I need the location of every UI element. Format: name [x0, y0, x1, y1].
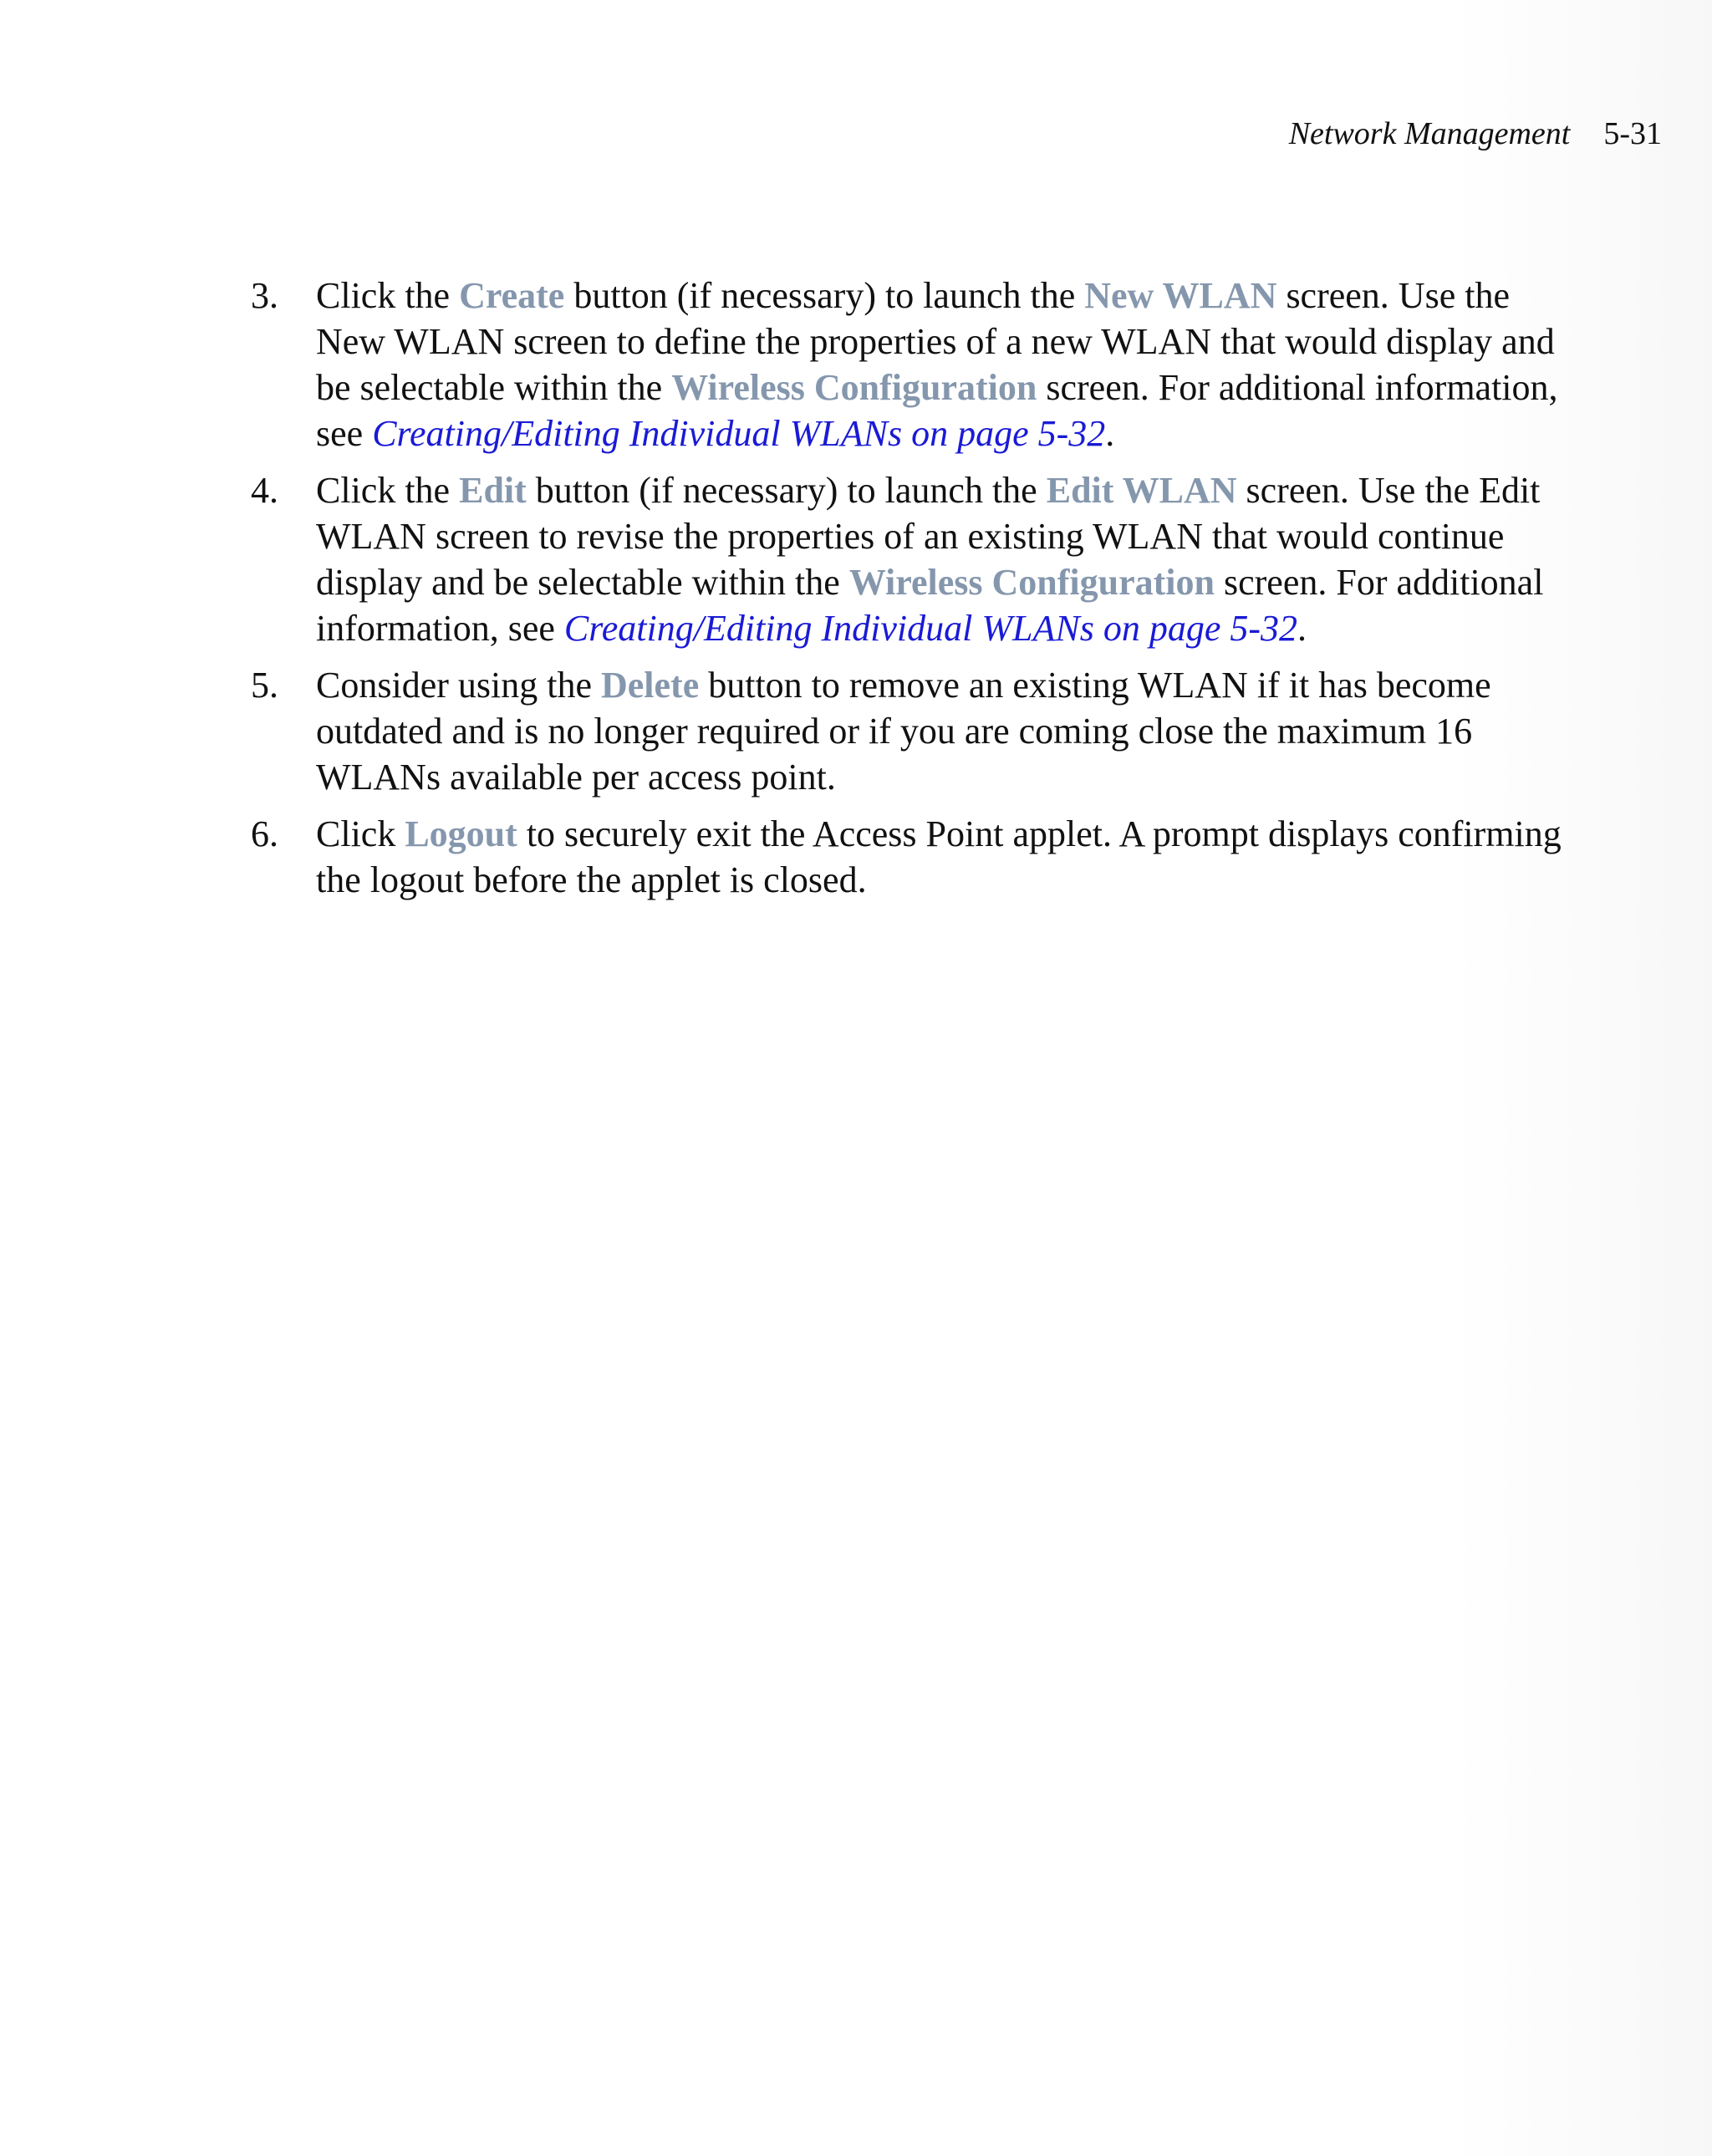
page-number: 5-31 — [1603, 116, 1662, 151]
cross-reference-link[interactable]: Creating/Editing Individual WLANs on page 5-32 — [372, 413, 1106, 454]
ui-term-new-wlan: New WLAN — [1084, 275, 1277, 316]
ui-term-logout: Logout — [405, 813, 517, 854]
section-title: Network Management — [1288, 116, 1571, 151]
ui-term-create: Create — [459, 275, 565, 316]
cross-reference-link[interactable]: Creating/Editing Individual WLANs on page 5-32 — [563, 608, 1298, 649]
ui-term-edit-wlan: Edit WLAN — [1046, 470, 1237, 511]
step-6 — [251, 811, 1588, 903]
procedure-steps — [251, 273, 1588, 914]
ui-term-edit: Edit — [459, 470, 527, 511]
step-number: 4. — [251, 470, 278, 511]
ui-term-wireless-configuration: Wireless Configuration — [848, 562, 1215, 603]
running-header — [1289, 114, 1662, 154]
step-number: 3. — [251, 275, 278, 316]
ui-term-wireless-configuration: Wireless Configuration — [671, 367, 1037, 408]
ui-term-delete: Delete — [600, 665, 700, 706]
step-number: 5. — [251, 665, 278, 706]
step-text: Consider using the Delete button to remove an existing WLAN if it has become outdated and is no longer required or if you are coming close the maximum 16 WLANs available per access point. — [316, 665, 1491, 798]
step-3 — [251, 273, 1588, 456]
step-4 — [251, 467, 1588, 651]
step-5 — [251, 662, 1588, 800]
step-text: Click the Create button (if necessary) to launch the New WLAN screen. Use the New WLAN screen to define the properties of a new WLAN that would display and be selectable within the Wireless Configuration screen. For additional information, see Creating/Editing Individual WLANs on page 5-32. — [316, 275, 1558, 454]
step-number: 6. — [251, 813, 278, 854]
step-text: Click Logout to securely exit the Access Point applet. A prompt displays confirming the logout before the applet is closed. — [316, 813, 1562, 900]
step-text: Click the Edit button (if necessary) to launch the Edit WLAN screen. Use the Edit WLAN screen to revise the properties of an existing WLAN that would continue display and be selectable within the Wireless Configuration screen. For additional information, see Creating/Editing Individual WLANs on page 5-32. — [316, 470, 1544, 649]
